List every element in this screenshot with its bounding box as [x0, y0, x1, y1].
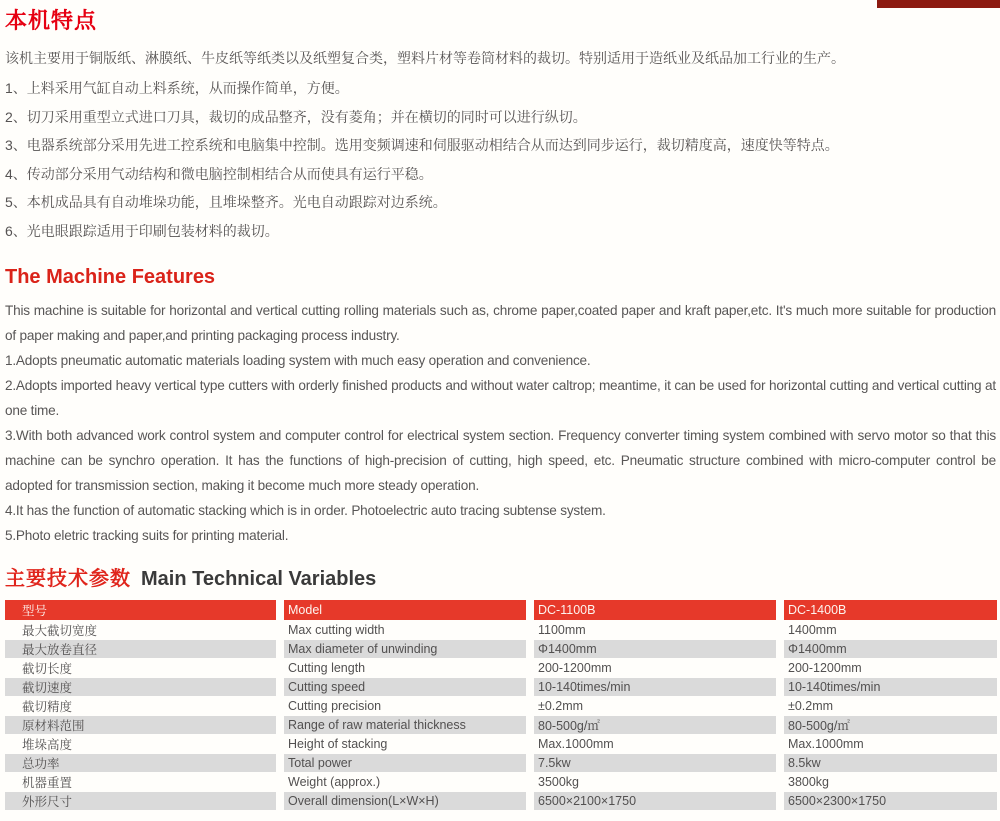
row-overall-dimension: [5, 792, 997, 811]
feature-en-1: 1.Adopts pneumatic automatic materials loading system with much easy operation and convenience.: [5, 352, 591, 368]
row-cutting-speed: [5, 678, 997, 697]
technical-parameters-heading: [5, 567, 996, 591]
row-cutting-length: [5, 659, 997, 678]
feature-cn-3: 3、电器系统部分采用先进工控系统和电脑集中控制。选用变频调速和伺服驱动相结合从而达到同步运行，裁切精度高，速度快等特点。: [5, 137, 839, 153]
cell-dc1400b: Φ1400mm: [780, 640, 997, 659]
row-weight: [5, 773, 997, 792]
row-stacking-height: [5, 735, 997, 754]
cell-label-en: Weight (approx.): [280, 773, 530, 792]
cell-label-en: Max diameter of unwinding: [280, 640, 530, 659]
header-dc1400b: DC-1400B: [780, 600, 997, 621]
cell-label-cn: 截切速度: [5, 678, 280, 697]
cell-dc1100b: 6500×2100×1750: [530, 792, 780, 811]
cell-label-cn: 机器重置: [5, 773, 280, 792]
cell-label-en: Max cutting width: [280, 621, 530, 640]
header-model-cn: 型号: [5, 600, 280, 621]
machine-intro-cn: 该机主要用于铜版纸、淋膜纸、牛皮纸等纸类以及纸塑复合类，塑料片材等卷筒材料的裁切。特别适用于造纸业及纸品加工行业的生产。: [5, 50, 845, 66]
cell-dc1400b: 80-500g/㎡: [780, 716, 997, 735]
feature-en-2: 2.Adopts imported heavy vertical type cutters with orderly finished products and without water caltrop; meantime, it can be used for horizontal cutting and vertical cutting at one time.: [5, 377, 996, 418]
cell-dc1100b: 1100mm: [530, 621, 780, 640]
cell-dc1100b: ±0.2mm: [530, 697, 780, 716]
machine-features-heading-en: The Machine Features: [5, 265, 216, 288]
feature-cn-2: 2、切刀采用重型立式进口刀具，裁切的成品整齐，没有菱角；并在横切的同时可以进行纵切。: [5, 108, 587, 125]
feature-en-5: 5.Photo eletric tracking suits for printing material.: [5, 527, 289, 543]
cell-dc1100b: 200-1200mm: [530, 659, 780, 678]
cell-label-cn: 原材料范围: [5, 716, 280, 735]
row-cutting-precision: [5, 697, 997, 716]
cell-dc1100b: Max.1000mm: [530, 735, 780, 754]
cell-dc1400b: Max.1000mm: [780, 735, 997, 754]
cell-dc1100b: 10-140times/min: [530, 678, 780, 697]
row-max-cutting-width: [5, 621, 997, 640]
feature-list-cn: [5, 79, 996, 240]
cell-dc1100b: 3500kg: [530, 773, 780, 792]
cell-dc1400b: ±0.2mm: [780, 697, 997, 716]
row-max-unwinding-diameter: [5, 640, 997, 659]
cell-dc1400b: 10-140times/min: [780, 678, 997, 697]
cell-dc1400b: 3800kg: [780, 773, 997, 792]
cell-label-en: Overall dimension(L×W×H): [280, 792, 530, 811]
feature-en-4: 4.It has the function of automatic stacking which is in order. Photoelectric auto tracing subtense system.: [5, 502, 606, 518]
header-model-en: Model: [280, 600, 530, 621]
feature-cn-4: 4、传动部分采用气动结构和微电脑控制相结合从而使具有运行平稳。: [5, 165, 433, 182]
cell-label-cn: 总功率: [5, 754, 280, 773]
feature-cn-5: 5、本机成品具有自动堆垛功能，且堆垛整齐。光电自动跟踪对边系统。: [5, 194, 447, 210]
cell-label-cn: 截切精度: [5, 697, 280, 716]
cell-label-cn: 外形尺寸: [5, 792, 280, 811]
feature-cn-6: 6、光电眼跟踪适用于印刷包装材料的裁切。: [5, 222, 279, 239]
cell-dc1100b: Φ1400mm: [530, 640, 780, 659]
specs-header-row: [5, 600, 997, 621]
feature-en-3: 3.With both advanced work control system and computer control for electrical system section. Frequency converter timing system combined with servo motor so that this machine can be synchro operation. It has the functions of high-precision of cutting, high speed, etc. Pneumatic structure combined with micro-computer control be adopted for transmission section, making it become much more steady operation.: [5, 427, 996, 493]
cell-label-en: Total power: [280, 754, 530, 773]
machine-features-heading-cn: 本机特点: [5, 8, 98, 33]
cell-dc1100b: 80-500g/㎡: [530, 716, 780, 735]
cell-label-cn: 堆垛高度: [5, 735, 280, 754]
cell-dc1400b: 200-1200mm: [780, 659, 997, 678]
cell-label-cn: 最大截切宽度: [5, 621, 280, 640]
row-raw-material-range: [5, 716, 997, 735]
machine-intro-en: This machine is suitable for horizontal and vertical cutting rolling materials such as, chrome paper,coated paper and kraft paper,etc. It's much more suitable for production of paper making and paper,and printing packaging process industry.: [5, 302, 996, 343]
cell-label-en: Cutting speed: [280, 678, 530, 697]
technical-parameters-heading-en: Main Technical Variables: [141, 567, 377, 590]
cell-label-en: Height of stacking: [280, 735, 530, 754]
cell-dc1400b: 6500×2300×1750: [780, 792, 997, 811]
cell-dc1400b: 8.5kw: [780, 754, 997, 773]
feature-list-en: [5, 298, 996, 548]
feature-cn-1: 1、上料采用气缸自动上料系统，从而操作简单，方便。: [5, 80, 349, 96]
cell-dc1100b: 7.5kw: [530, 754, 780, 773]
top-right-accent-bar: [877, 0, 1000, 8]
cell-label-en: Range of raw material thickness: [280, 716, 530, 735]
cell-label-en: Cutting precision: [280, 697, 530, 716]
cell-label-cn: 最大放卷直径: [5, 640, 280, 659]
cell-label-en: Cutting length: [280, 659, 530, 678]
cell-dc1400b: 1400mm: [780, 621, 997, 640]
header-dc1100b: DC-1100B: [530, 600, 780, 621]
technical-parameters-heading-cn: 主要技术参数: [5, 567, 131, 590]
row-total-power: [5, 754, 997, 773]
cell-label-cn: 截切长度: [5, 659, 280, 678]
specs-table: [5, 600, 997, 812]
